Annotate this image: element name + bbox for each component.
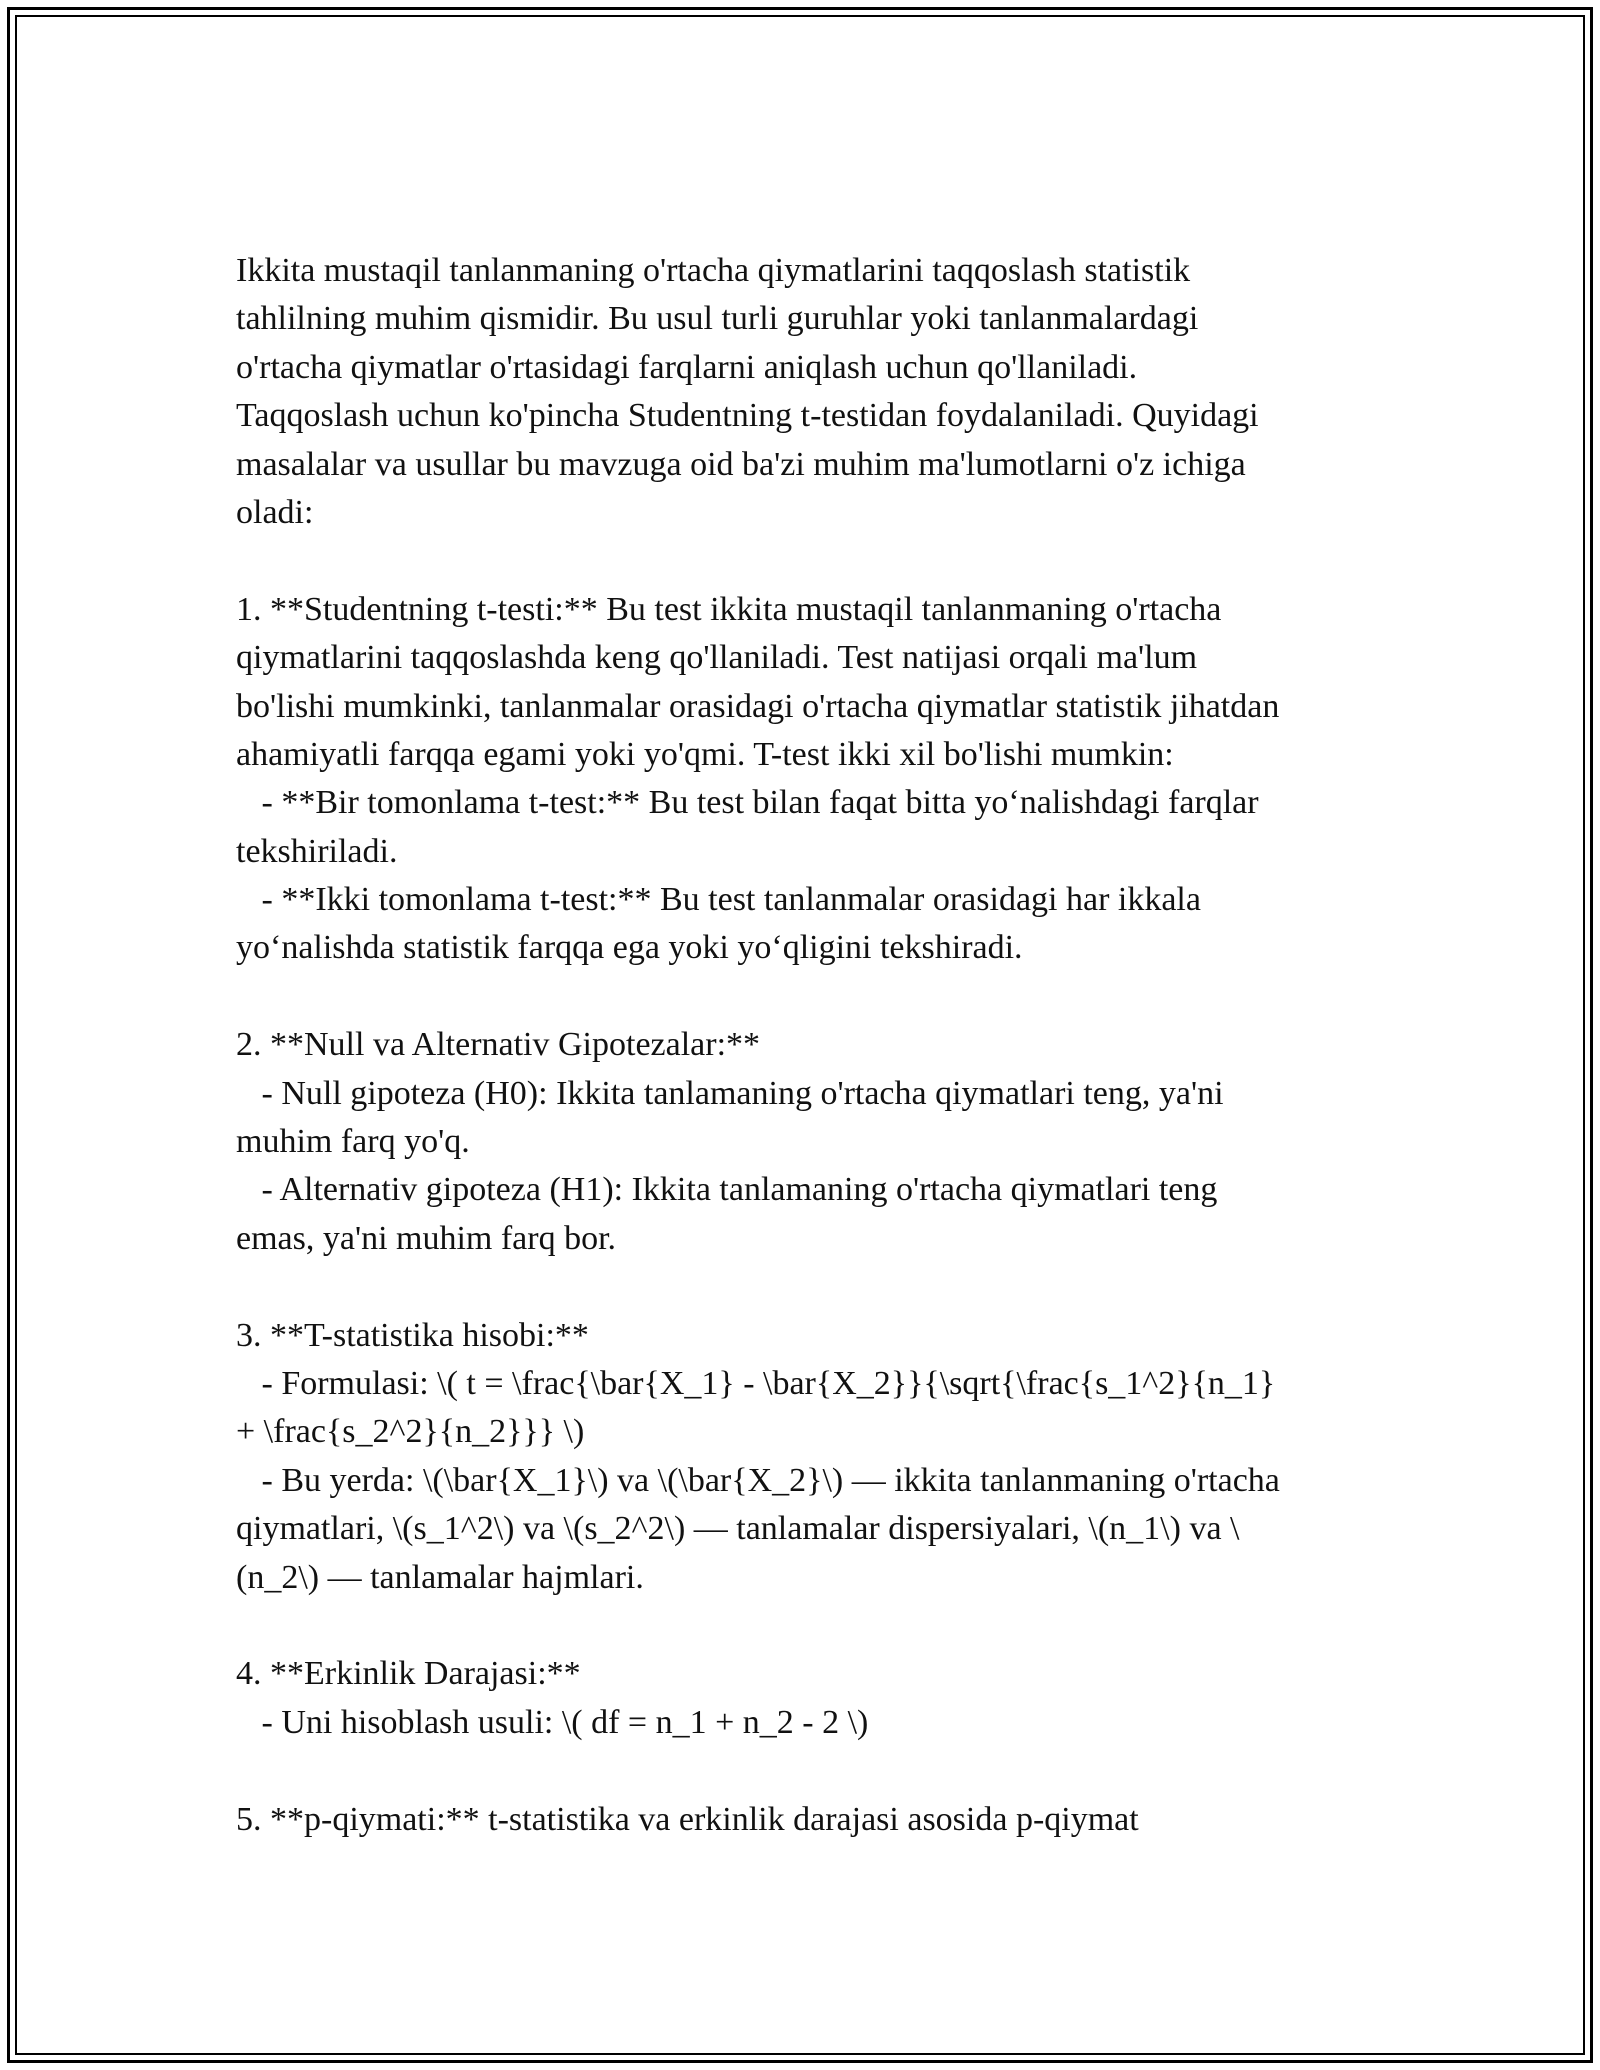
section-heading-line: 5. **p-qiymati:** t-statistika va erkinlik darajasi asosida p-qiymat	[236, 1800, 1139, 1838]
list-item-line: - Alternativ gipoteza (H1): Ikkita tanlamaning o'rtacha qiymatlari teng	[236, 1171, 1218, 1209]
section-heading-line: 4. **Erkinlik Darajasi:**	[236, 1655, 581, 1693]
text-line: Taqqoslash uchun ko'pincha Studentning t-testidan foydalaniladi. Quyidagi	[236, 397, 1259, 435]
section-heading-line: 3. **T-statistika hisobi:**	[236, 1316, 589, 1354]
list-item-line: - **Bir tomonlama t-test:** Bu test bilan faqat bitta yo‘nalishdagi farqlar	[236, 784, 1259, 822]
text-line: (n_2\) — tanlamalar hajmlari.	[236, 1558, 644, 1596]
list-item-line: - Bu yerda: \(\bar{X_1}\) va \(\bar{X_2}\) — ikkita tanlanmaning o'rtacha	[236, 1461, 1280, 1499]
paragraph-gap	[236, 1747, 1366, 1795]
section-heading-line: 1. **Studentning t-testi:** Bu test ikkita mustaqil tanlanmaning o'rtacha	[236, 590, 1222, 628]
text-line: muhim farq yo'q.	[236, 1123, 470, 1161]
text-line: tekshiriladi.	[236, 832, 398, 870]
paragraph-gap	[236, 537, 1366, 585]
text-line: o'rtacha qiymatlar o'rtasidagi farqlarni aniqlash uchun qo'llaniladi.	[236, 348, 1138, 386]
text-line: yo‘nalishda statistik farqqa ega yoki yo‘qligini tekshiradi.	[236, 929, 1023, 967]
text-line: emas, ya'ni muhim farq bor.	[236, 1219, 617, 1257]
section-3-t-statistic	[236, 1312, 1366, 1602]
text-line: qiymatlari, \(s_1^2\) va \(s_2^2\) — tanlamalar dispersiyalari, \(n_1\) va \	[236, 1510, 1240, 1548]
document-body	[236, 247, 1366, 1844]
text-line: ahamiyatli farqqa egami yoki yo'qmi. T-test ikki xil bo'lishi mumkin:	[236, 735, 1174, 773]
section-5-p-value	[236, 1796, 1366, 1844]
section-1-t-test	[236, 586, 1366, 973]
text-line: qiymatlarini taqqoslashda keng qo'llaniladi. Test natijasi orqali ma'lum	[236, 639, 1198, 677]
text-line: Ikkita mustaqil tanlanmaning o'rtacha qiymatlarini taqqoslash statistik	[236, 252, 1191, 289]
text-line: bo'lishi mumkinki, tanlanmalar orasidagi o'rtacha qiymatlar statistik jihatdan	[236, 687, 1280, 725]
paragraph-gap	[236, 1602, 1366, 1650]
list-item-line: - Uni hisoblash usuli: \( df = n_1 + n_2 - 2 \)	[236, 1703, 869, 1741]
text-line: masalalar va usullar bu mavzuga oid ba'zi muhim ma'lumotlarni o'z ichiga	[236, 445, 1246, 483]
paragraph-gap	[236, 973, 1366, 1021]
text-line: oladi:	[236, 493, 314, 531]
intro-paragraph	[236, 247, 1366, 537]
text-line: + \frac{s_2^2}{n_2}}} \)	[236, 1413, 585, 1451]
paragraph-gap	[236, 1263, 1366, 1311]
list-item-line: - **Ikki tomonlama t-test:** Bu test tanlanmalar orasidagi har ikkala	[236, 881, 1201, 919]
list-item-line: - Formulasi: \( t = \frac{\bar{X_1} - \bar{X_2}}{\sqrt{\frac{s_1^2}{n_1}	[236, 1364, 1276, 1402]
list-item-line: - Null gipoteza (H0): Ikkita tanlamaning o'rtacha qiymatlari teng, ya'ni	[236, 1074, 1224, 1112]
section-2-hypotheses	[236, 1021, 1366, 1263]
section-4-degrees-of-freedom	[236, 1650, 1366, 1747]
section-heading-line: 2. **Null va Alternativ Gipotezalar:**	[236, 1026, 761, 1064]
text-line: tahlilning muhim qismidir. Bu usul turli guruhlar yoki tanlanmalardagi	[236, 300, 1199, 338]
